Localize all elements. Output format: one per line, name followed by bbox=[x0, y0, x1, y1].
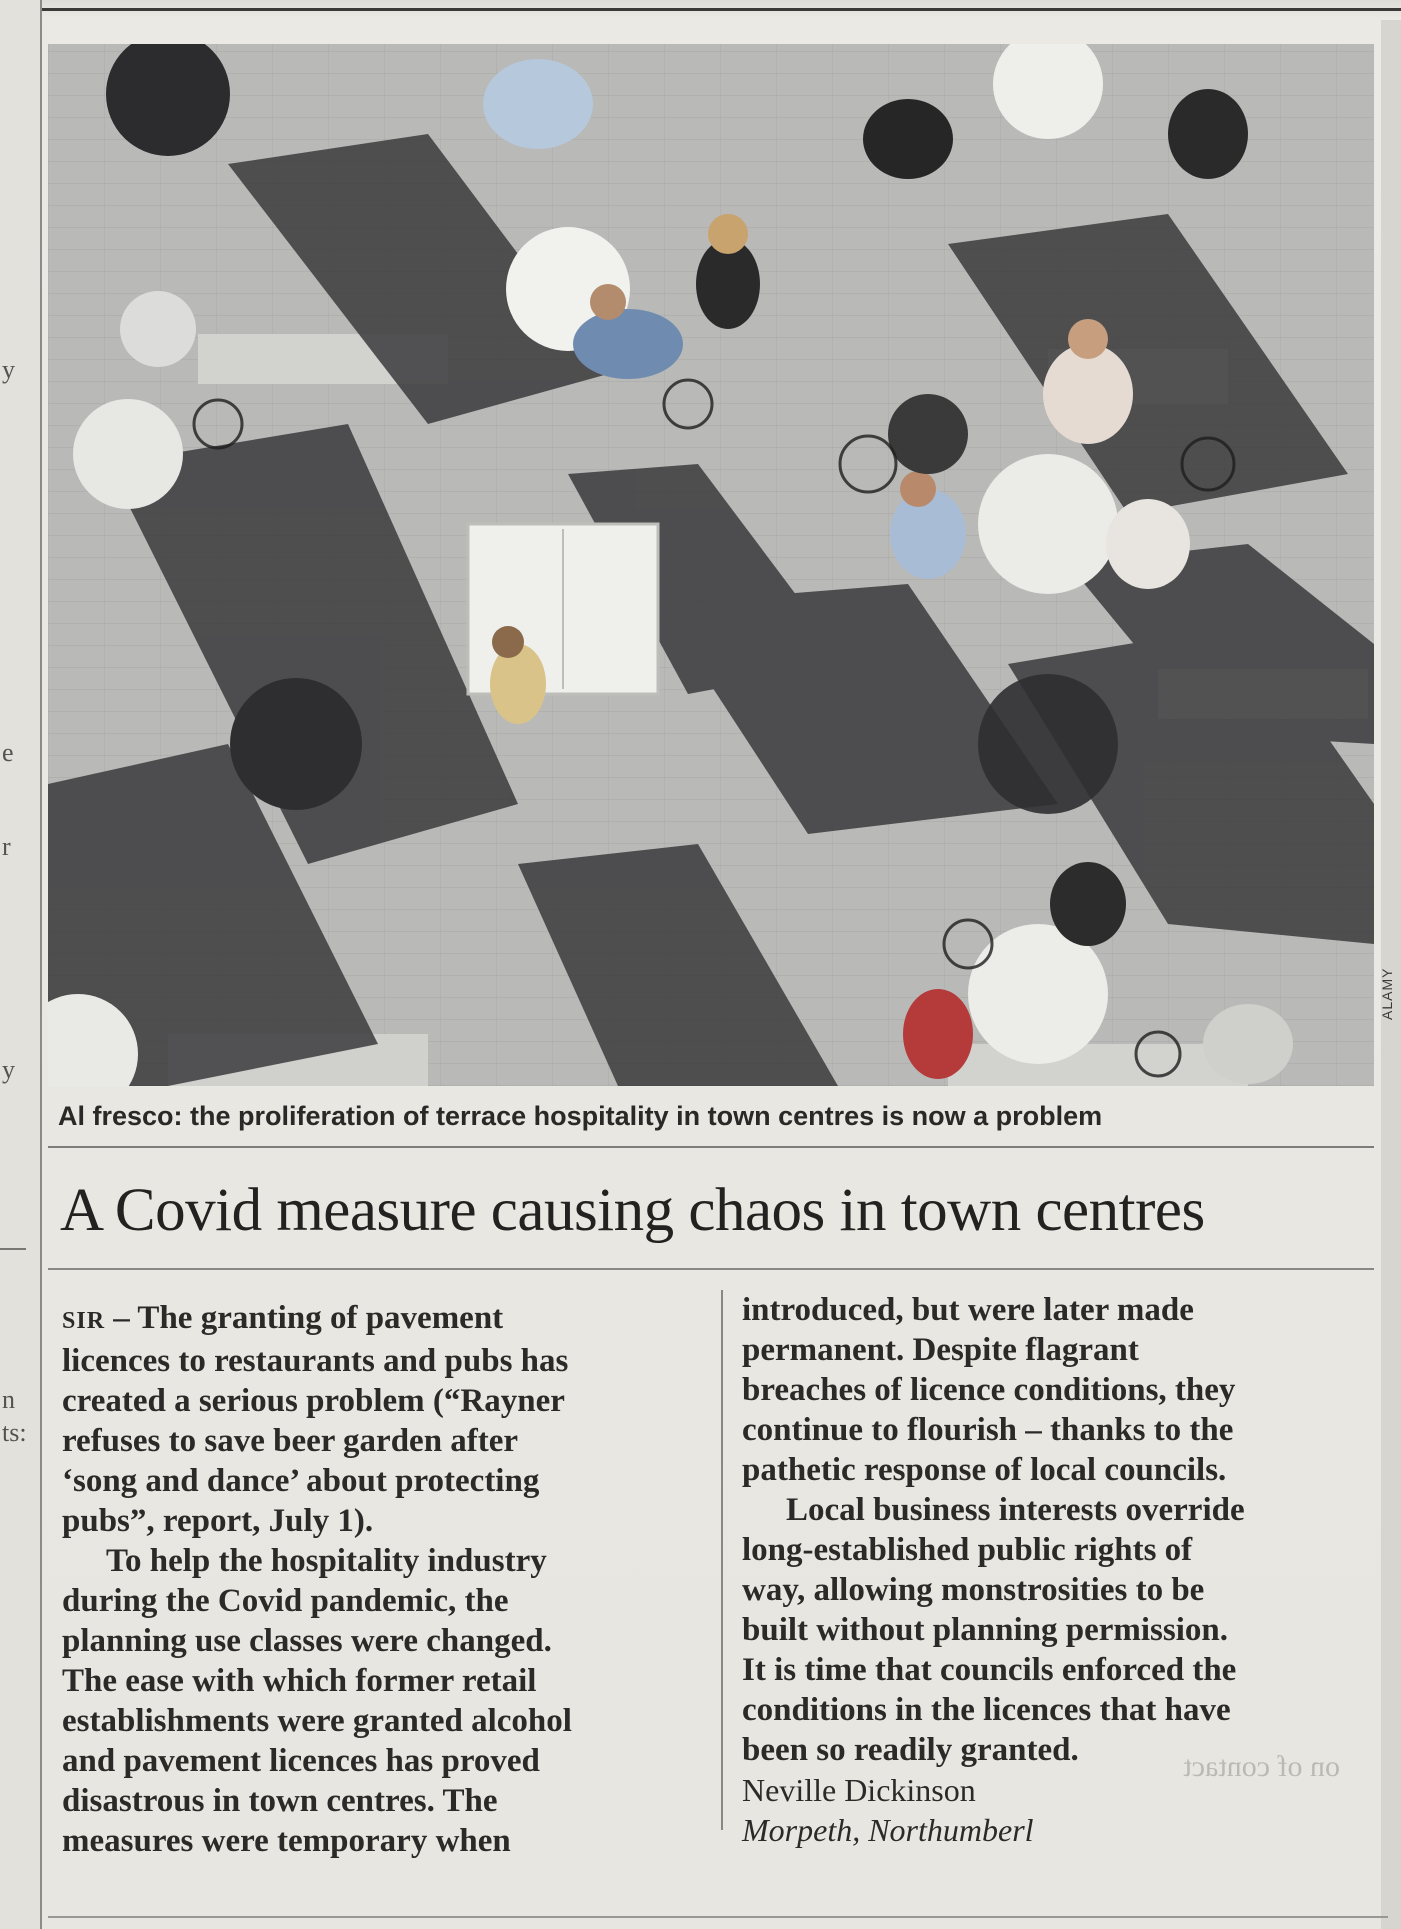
letter-line: planning use classes were changed. bbox=[62, 1623, 552, 1659]
letter-line: pathetic response of local councils. bbox=[742, 1452, 1227, 1488]
letter-line: continue to flourish – thanks to the bbox=[742, 1412, 1234, 1448]
letter-line: Local business interests override bbox=[786, 1492, 1245, 1528]
letter-line: during the Covid pandemic, the bbox=[62, 1583, 509, 1619]
adjacent-text-fragment: n bbox=[2, 1385, 15, 1414]
letter-line: establishments were granted alcohol bbox=[62, 1703, 572, 1739]
cafe-terrace-aerial-photo bbox=[48, 44, 1374, 1086]
letter-line: permanent. Despite flagrant bbox=[742, 1332, 1139, 1368]
adjacent-text-fragment: y bbox=[2, 1055, 15, 1084]
caption-rule bbox=[48, 1146, 1374, 1148]
adjacent-text-fragment: ts: bbox=[2, 1418, 27, 1447]
letter-line: It is time that councils enforced the bbox=[742, 1652, 1237, 1688]
letter-line: disastrous in town centres. The bbox=[62, 1783, 498, 1819]
salutation: SIR bbox=[62, 1308, 106, 1334]
adjacent-text-fragment: e bbox=[2, 738, 14, 767]
adjacent-column-rule bbox=[0, 1248, 26, 1250]
letter-line: pubs”, report, July 1). bbox=[62, 1503, 374, 1539]
letter-line: The ease with which former retail bbox=[62, 1663, 537, 1699]
photo-credit: ALAMY bbox=[1379, 967, 1395, 1020]
letter-line: breaches of licence conditions, they bbox=[742, 1372, 1236, 1408]
photo-illustration bbox=[48, 44, 1374, 1086]
letter-line: licences to restaurants and pubs has bbox=[62, 1343, 569, 1379]
letter-line: ‘song and dance’ about protecting bbox=[62, 1463, 540, 1499]
letter-author: Neville Dickinson bbox=[742, 1772, 976, 1808]
photo-caption: Al fresco: the proliferation of terrace hospitality in town centres is now a problem bbox=[58, 1101, 1103, 1131]
adjacent-text-fragment: r bbox=[2, 832, 11, 861]
column-divider bbox=[721, 1290, 723, 1830]
letter-line: measures were temporary when bbox=[62, 1823, 511, 1859]
bottom-rule bbox=[48, 1916, 1388, 1918]
letter-line: way, allowing monstrosities to be bbox=[742, 1572, 1205, 1608]
letter-line: refuses to save beer garden after bbox=[62, 1423, 519, 1459]
letter-line: long-established public rights of bbox=[742, 1532, 1193, 1568]
headline-rule bbox=[48, 1268, 1374, 1270]
letter-author-location: Morpeth, Northumberl bbox=[742, 1812, 1034, 1848]
letter-line: built without planning permission. bbox=[742, 1612, 1228, 1648]
letter-line: introduced, but were later made bbox=[742, 1292, 1194, 1328]
top-rule bbox=[40, 8, 1401, 11]
bleed-through-text: on of contact bbox=[1183, 1750, 1340, 1783]
letter-line: To help the hospitality industry bbox=[106, 1543, 547, 1579]
letter-column-left bbox=[62, 1298, 712, 1861]
letter-line: been so readily granted. bbox=[742, 1732, 1079, 1768]
headline: A Covid measure causing chaos in town centres bbox=[60, 1177, 1205, 1244]
adjacent-text-fragment: y bbox=[2, 355, 15, 384]
letter-line: – The granting of pavement bbox=[105, 1300, 504, 1336]
letter-line: and pavement licences has proved bbox=[62, 1743, 540, 1779]
letter-line: created a serious problem (“Rayner bbox=[62, 1383, 565, 1419]
adjacent-column-edge bbox=[0, 0, 42, 1929]
letter-line: conditions in the licences that have bbox=[742, 1692, 1231, 1728]
